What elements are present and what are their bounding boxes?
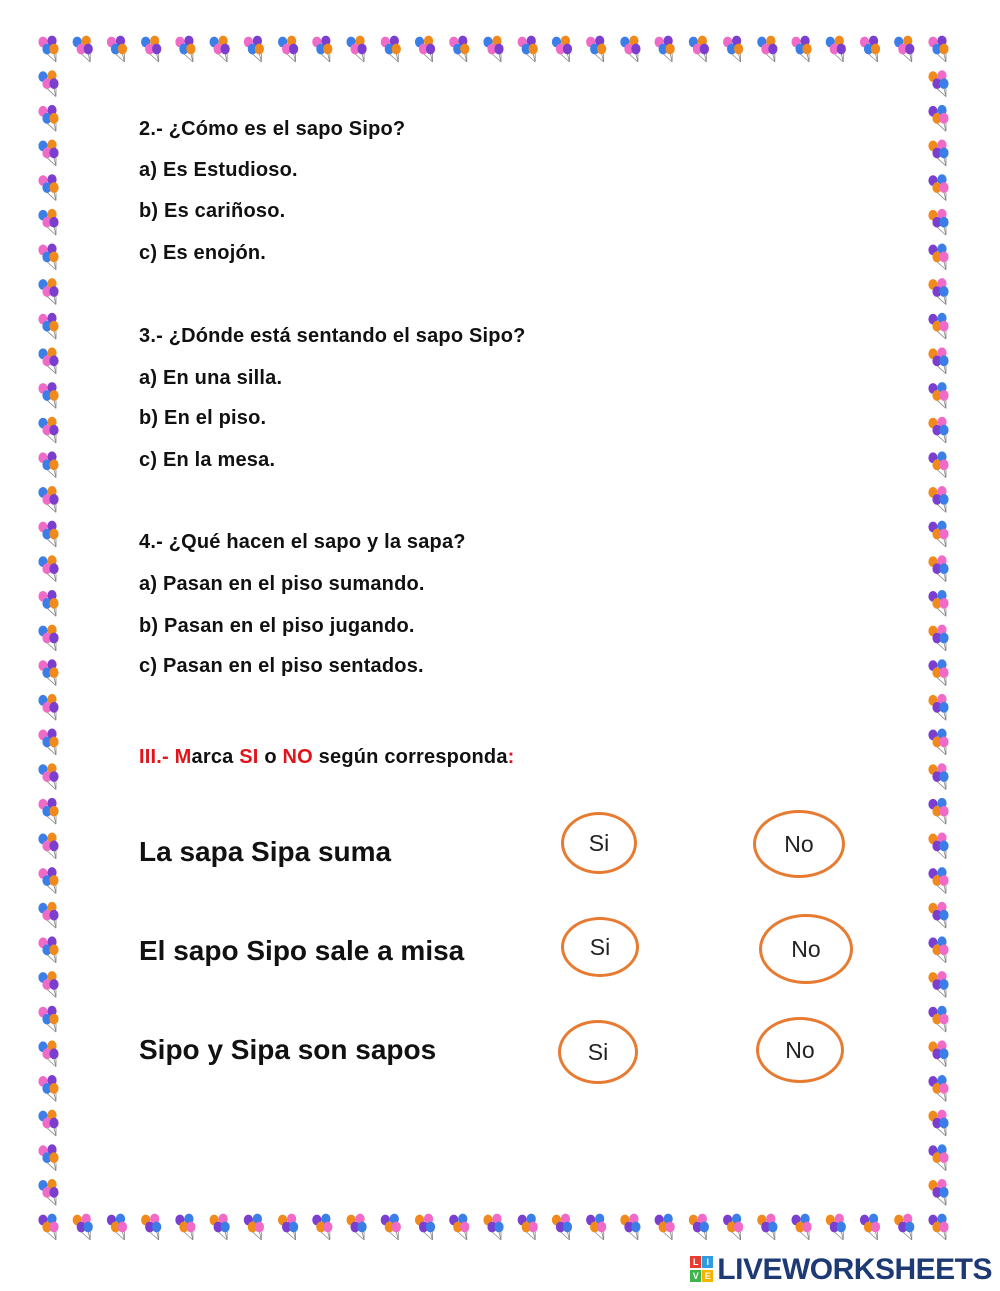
liveworksheets-logo[interactable] (690, 1253, 992, 1287)
balloon-cluster-icon (38, 174, 58, 200)
balloon-cluster-icon (757, 36, 777, 62)
balloon-cluster-icon (210, 36, 230, 62)
balloon-cluster-icon (518, 1214, 538, 1240)
balloon-cluster-icon (73, 1214, 93, 1240)
balloon-cluster-icon (723, 36, 743, 62)
balloon-cluster-icon (38, 1179, 58, 1205)
statement-1-si-oval[interactable]: Si (561, 812, 637, 874)
section-3-colon: : (507, 746, 515, 768)
balloon-cluster-icon (415, 1214, 435, 1240)
logo-block-e: E (702, 1270, 713, 1282)
balloon-cluster-icon (655, 36, 675, 62)
balloon-cluster-icon (552, 1214, 572, 1240)
balloon-cluster-icon (38, 1214, 58, 1240)
statement-2-si-oval[interactable]: Si (561, 917, 639, 977)
balloon-cluster-icon (381, 1214, 401, 1240)
logo-block-l: L (690, 1256, 701, 1268)
balloon-cluster-icon (928, 971, 948, 997)
balloon-cluster-icon (894, 36, 914, 62)
balloon-cluster-icon (381, 36, 401, 62)
balloon-cluster-icon (38, 902, 58, 928)
balloon-cluster-icon (586, 36, 606, 62)
logo-block-i: I (702, 1256, 713, 1268)
question-4-option-c[interactable]: c) Pasan en el piso sentados. (139, 655, 424, 677)
balloon-cluster-icon (552, 36, 572, 62)
balloon-cluster-icon (38, 1144, 58, 1170)
balloon-cluster-icon (928, 451, 948, 477)
balloon-cluster-icon (689, 36, 709, 62)
statement-2: El sapo Sipo sale a misa (139, 935, 465, 966)
balloon-cluster-icon (38, 417, 58, 443)
balloon-cluster-icon (278, 36, 298, 62)
balloon-cluster-icon (757, 1214, 777, 1240)
balloon-cluster-icon (38, 313, 58, 339)
balloon-cluster-icon (791, 1214, 811, 1240)
logo-text: LIVEWORKSHEETS (717, 1253, 992, 1286)
balloon-cluster-icon (928, 694, 948, 720)
balloon-cluster-icon (312, 36, 332, 62)
balloon-cluster-icon (928, 209, 948, 235)
balloon-cluster-icon (586, 1214, 606, 1240)
balloon-cluster-icon (928, 936, 948, 962)
balloon-cluster-icon (346, 1214, 366, 1240)
balloon-cluster-icon (107, 1214, 127, 1240)
balloon-cluster-icon (38, 798, 58, 824)
statement-1-no-oval[interactable]: No (753, 810, 845, 878)
balloon-cluster-icon (449, 36, 469, 62)
balloon-cluster-icon (244, 36, 264, 62)
balloon-cluster-icon (928, 555, 948, 581)
balloon-cluster-icon (928, 278, 948, 304)
balloon-cluster-icon (928, 1110, 948, 1136)
balloon-cluster-icon (928, 1040, 948, 1066)
balloon-cluster-icon (38, 105, 58, 131)
balloon-cluster-icon (860, 36, 880, 62)
balloon-cluster-icon (38, 451, 58, 477)
balloon-cluster-icon (38, 971, 58, 997)
balloon-cluster-icon (928, 1179, 948, 1205)
balloon-cluster-icon (928, 902, 948, 928)
balloon-cluster-icon (928, 659, 948, 685)
balloon-cluster-icon (723, 1214, 743, 1240)
balloon-cluster-icon (928, 729, 948, 755)
balloon-cluster-icon (141, 36, 161, 62)
balloon-cluster-icon (38, 278, 58, 304)
section-3-heading (139, 746, 515, 769)
balloon-cluster-icon (38, 832, 58, 858)
balloon-cluster-icon (620, 1214, 640, 1240)
balloon-cluster-icon (278, 1214, 298, 1240)
balloon-cluster-icon (928, 105, 948, 131)
balloon-cluster-icon (928, 174, 948, 200)
balloon-cluster-icon (38, 70, 58, 96)
question-4: 4.- ¿Qué hacen el sapo y la sapa? (139, 531, 466, 553)
balloon-cluster-icon (689, 1214, 709, 1240)
balloon-cluster-icon (38, 1110, 58, 1136)
balloon-cluster-icon (38, 243, 58, 269)
section-3-numeral: III.- (139, 746, 169, 768)
balloon-cluster-icon (928, 798, 948, 824)
balloon-cluster-icon (655, 1214, 675, 1240)
balloon-cluster-icon (620, 36, 640, 62)
balloon-cluster-icon (928, 625, 948, 651)
balloon-cluster-icon (38, 36, 58, 62)
balloon-cluster-icon (415, 36, 435, 62)
section-3-rest: según corresponda (318, 746, 508, 768)
balloon-cluster-icon (38, 729, 58, 755)
balloon-cluster-icon (928, 590, 948, 616)
balloon-cluster-icon (107, 36, 127, 62)
balloon-cluster-icon (860, 1214, 880, 1240)
balloon-cluster-icon (928, 1214, 948, 1240)
balloon-cluster-icon (38, 694, 58, 720)
statement-3-no-oval[interactable]: No (756, 1017, 844, 1083)
balloon-cluster-icon (38, 140, 58, 166)
balloon-cluster-icon (826, 1214, 846, 1240)
balloon-cluster-icon (928, 1144, 948, 1170)
balloon-cluster-icon (928, 70, 948, 96)
balloon-cluster-icon (928, 763, 948, 789)
question-3: 3.- ¿Dónde está sentando el sapo Sipo? (139, 325, 526, 347)
balloon-cluster-icon (312, 1214, 332, 1240)
balloon-cluster-icon (38, 936, 58, 962)
question-3-option-c[interactable]: c) En la mesa. (139, 449, 276, 471)
question-2-option-c[interactable]: c) Es enojón. (139, 242, 267, 264)
balloon-cluster-icon (38, 763, 58, 789)
balloon-cluster-icon (894, 1214, 914, 1240)
balloon-cluster-icon (791, 36, 811, 62)
balloon-cluster-icon (38, 382, 58, 408)
balloon-cluster-icon (928, 243, 948, 269)
logo-blocks-icon (690, 1256, 714, 1284)
balloon-cluster-icon (244, 1214, 264, 1240)
section-3-si: SI (239, 746, 259, 768)
balloon-cluster-icon (38, 486, 58, 512)
balloon-cluster-icon (928, 486, 948, 512)
question-4-option-b[interactable]: b) Pasan en el piso jugando. (139, 615, 415, 637)
balloon-cluster-icon (483, 36, 503, 62)
balloon-cluster-icon (449, 1214, 469, 1240)
balloon-cluster-icon (928, 140, 948, 166)
balloon-cluster-icon (38, 625, 58, 651)
section-3-no: NO (282, 746, 313, 768)
statement-2-no-oval[interactable]: No (759, 914, 853, 984)
question-2-option-b[interactable]: b) Es cariñoso. (139, 200, 286, 222)
balloon-cluster-icon (928, 521, 948, 547)
balloon-cluster-icon (175, 36, 195, 62)
section-3-arca: arca (191, 746, 234, 768)
question-4-option-a[interactable]: a) Pasan en el piso sumando. (139, 573, 425, 595)
balloon-cluster-icon (928, 1006, 948, 1032)
balloon-cluster-icon (518, 36, 538, 62)
balloon-cluster-icon (210, 1214, 230, 1240)
balloon-cluster-icon (826, 36, 846, 62)
balloon-cluster-icon (73, 36, 93, 62)
balloon-cluster-icon (483, 1214, 503, 1240)
balloon-cluster-icon (38, 659, 58, 685)
balloon-cluster-icon (38, 555, 58, 581)
balloon-cluster-icon (38, 1006, 58, 1032)
statement-1: La sapa Sipa suma (139, 836, 392, 867)
balloon-cluster-icon (38, 1075, 58, 1101)
balloon-cluster-icon (928, 347, 948, 373)
balloon-cluster-icon (928, 1075, 948, 1101)
balloon-cluster-icon (928, 382, 948, 408)
question-2-option-a[interactable]: a) Es Estudioso. (139, 159, 298, 181)
balloon-cluster-icon (346, 36, 366, 62)
question-3-option-a[interactable]: a) En una silla. (139, 367, 283, 389)
balloon-cluster-icon (928, 417, 948, 443)
balloon-cluster-icon (38, 521, 58, 547)
balloon-cluster-icon (38, 347, 58, 373)
statement-3-si-oval[interactable]: Si (558, 1020, 638, 1084)
section-3-o: o (264, 746, 277, 768)
balloon-cluster-icon (38, 590, 58, 616)
balloon-cluster-icon (928, 36, 948, 62)
balloon-cluster-icon (141, 1214, 161, 1240)
balloon-cluster-icon (928, 832, 948, 858)
logo-block-v: V (690, 1270, 701, 1282)
balloon-cluster-icon (928, 313, 948, 339)
section-3-m: M (174, 746, 192, 768)
balloon-cluster-icon (175, 1214, 195, 1240)
question-3-option-b[interactable]: b) En el piso. (139, 407, 267, 429)
question-2: 2.- ¿Cómo es el sapo Sipo? (139, 118, 406, 140)
balloon-cluster-icon (928, 867, 948, 893)
balloon-cluster-icon (38, 209, 58, 235)
balloon-cluster-icon (38, 867, 58, 893)
statement-3: Sipo y Sipa son sapos (139, 1034, 437, 1065)
balloon-cluster-icon (38, 1040, 58, 1066)
